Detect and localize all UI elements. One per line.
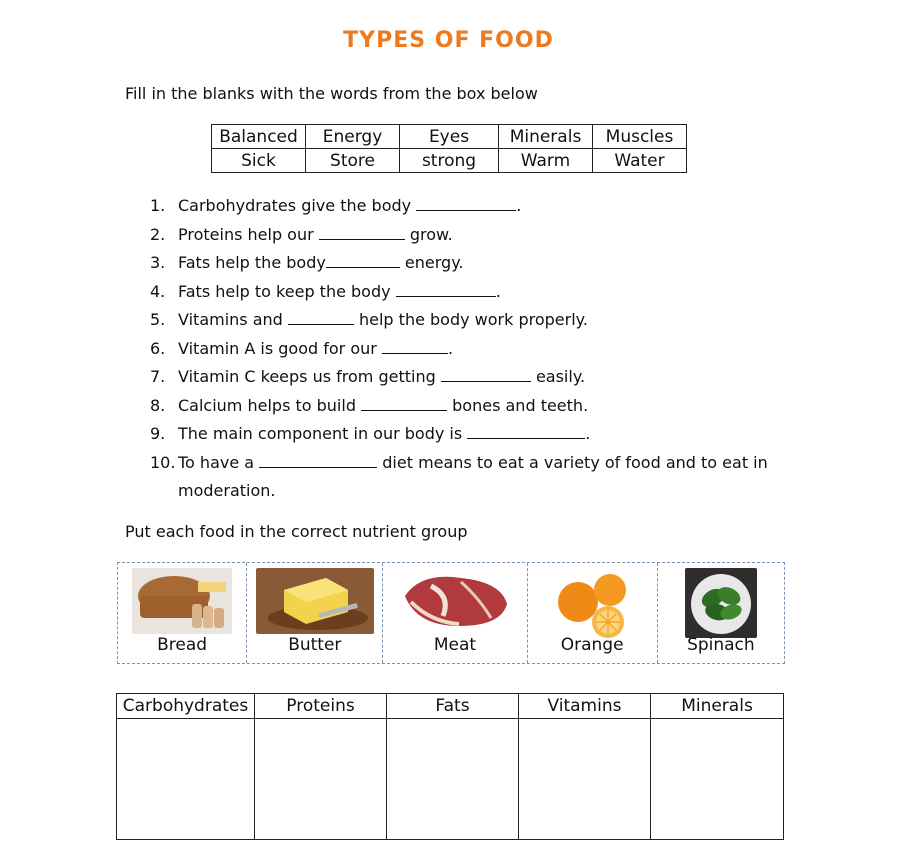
nutrient-group-header: Proteins (255, 694, 387, 719)
nutrient-group-header: Fats (387, 694, 519, 719)
word-bank-cell: Water (593, 149, 687, 173)
nutrient-group-header: Carbohydrates (117, 694, 255, 719)
question-text: help the body work properly. (353, 310, 588, 329)
nutrient-group-answer-row (117, 719, 784, 840)
butter-icon (256, 568, 374, 634)
question-item (150, 306, 790, 335)
question-number: 3. (150, 253, 166, 272)
answer-blank[interactable] (288, 308, 354, 325)
question-text: The main component in our body is (178, 424, 468, 443)
word-bank-row (212, 125, 687, 149)
question-text: diet means to eat a variety of food and to eat in moderation. (178, 452, 768, 500)
question-text: . (495, 281, 501, 301)
question-text: easily. (530, 367, 586, 386)
question-number: 10. (150, 452, 176, 472)
question-text: energy. (399, 253, 464, 272)
question-number: 6. (150, 338, 166, 358)
question-text: Fats help to keep the body (178, 281, 396, 301)
question-text: Vitamins and (178, 310, 288, 329)
question-text: . (447, 338, 454, 358)
question-item (150, 420, 790, 449)
food-card-spinach (658, 563, 784, 663)
question-text: . (516, 196, 522, 215)
question-text: Vitamin C keeps us from getting (178, 367, 441, 386)
word-bank-cell: Sick (212, 149, 306, 173)
question-number: 1. (150, 196, 166, 215)
food-label: Bread (157, 635, 208, 655)
bread-icon (132, 568, 232, 634)
question-item (150, 363, 790, 392)
question-text: Vitamin A is good for our (178, 338, 382, 358)
answer-blank[interactable] (382, 337, 448, 354)
question-text: Carbohydrates give the body (178, 196, 417, 215)
answer-cell[interactable] (117, 719, 255, 840)
word-bank-cell: Warm (499, 149, 593, 173)
question-text: grow. (404, 224, 453, 244)
answer-blank[interactable] (441, 365, 531, 382)
word-bank-row (212, 149, 687, 173)
food-card-orange (528, 563, 658, 663)
answer-blank[interactable] (396, 280, 496, 297)
food-label: Spinach (687, 635, 755, 655)
orange-icon (542, 568, 642, 640)
question-text: To have a (178, 452, 260, 472)
question-list (150, 192, 790, 506)
word-bank-cell: Minerals (499, 125, 593, 149)
spinach-icon (685, 568, 757, 638)
question-item (150, 249, 790, 278)
word-bank-cell: Eyes (400, 125, 499, 149)
answer-blank[interactable] (319, 223, 405, 240)
food-label: Butter (288, 635, 342, 655)
instruction-sort-foods: Put each food in the correct nutrient group (125, 522, 468, 541)
answer-blank[interactable] (416, 194, 516, 211)
question-number: 9. (150, 424, 166, 443)
word-bank-cell: Balanced (212, 125, 306, 149)
food-card-meat (383, 563, 527, 663)
answer-cell[interactable] (651, 719, 784, 840)
meat-icon (391, 568, 519, 634)
word-bank-cell: strong (400, 149, 499, 173)
answer-blank[interactable] (361, 394, 447, 411)
question-text: Proteins help our (178, 224, 319, 244)
question-item (150, 392, 790, 421)
question-text: Calcium helps to build (178, 395, 362, 415)
answer-cell[interactable] (387, 719, 519, 840)
answer-blank[interactable] (326, 251, 400, 268)
question-item (150, 192, 790, 221)
question-number: 8. (150, 395, 166, 415)
question-item (150, 335, 790, 364)
food-gallery (117, 562, 785, 664)
question-number: 7. (150, 367, 166, 386)
word-bank-table (211, 124, 687, 173)
nutrient-group-table (116, 693, 784, 840)
food-card-butter (247, 563, 383, 663)
nutrient-group-header-row (117, 694, 784, 719)
answer-cell[interactable] (255, 719, 387, 840)
question-item (150, 221, 790, 250)
question-item (150, 449, 790, 506)
question-text: bones and teeth. (447, 395, 589, 415)
word-bank-cell: Muscles (593, 125, 687, 149)
question-text: Fats help the body (178, 253, 326, 272)
answer-cell[interactable] (519, 719, 651, 840)
word-bank-cell: Store (306, 149, 400, 173)
word-bank-cell: Energy (306, 125, 400, 149)
question-text: . (585, 424, 591, 443)
page-title: TYPES OF FOOD (343, 28, 554, 53)
answer-blank[interactable] (259, 451, 377, 468)
question-item (150, 278, 790, 307)
question-number: 5. (150, 310, 166, 329)
question-number: 4. (150, 281, 166, 301)
food-card-bread (118, 563, 247, 663)
instruction-fill-blanks: Fill in the blanks with the words from the box below (125, 84, 538, 103)
food-label: Meat (433, 635, 477, 655)
food-label: Orange (560, 635, 624, 655)
answer-blank[interactable] (467, 422, 585, 439)
nutrient-group-header: Vitamins (519, 694, 651, 719)
nutrient-group-header: Minerals (651, 694, 784, 719)
question-number: 2. (150, 224, 166, 244)
